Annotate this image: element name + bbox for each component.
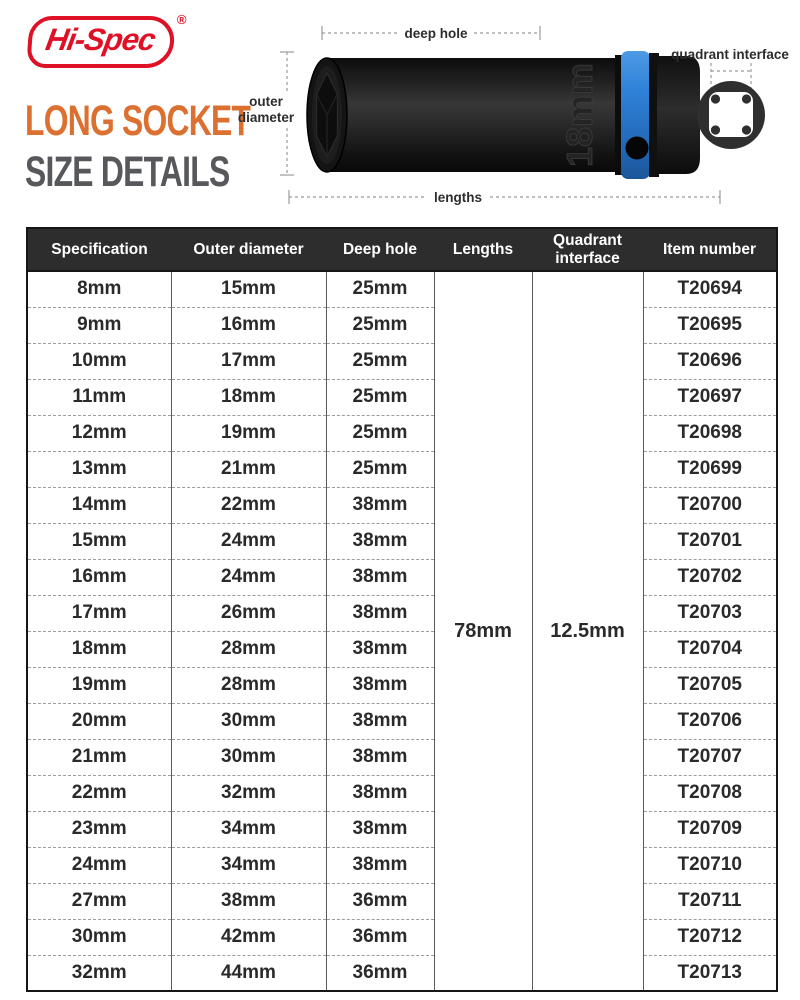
deep-hole-cell: 25mm — [326, 379, 434, 415]
registered-mark: ® — [176, 12, 187, 27]
spec-cell: 20mm — [27, 703, 171, 739]
deep-hole-cell: 25mm — [326, 343, 434, 379]
table-row — [27, 775, 777, 811]
item-number-cell: T20712 — [643, 919, 777, 955]
spec-cell: 15mm — [27, 523, 171, 559]
header-item-number: Item number — [643, 228, 777, 271]
outer-diameter-label-line1: outer — [249, 94, 283, 109]
item-number-cell: T20697 — [643, 379, 777, 415]
table-row — [27, 955, 777, 991]
outer-diameter-cell: 30mm — [171, 703, 326, 739]
table-header — [27, 228, 777, 271]
table-row — [27, 667, 777, 703]
spec-cell: 18mm — [27, 631, 171, 667]
deep-hole-cell: 38mm — [326, 739, 434, 775]
item-number-cell: T20694 — [643, 271, 777, 307]
outer-diameter-cell: 24mm — [171, 559, 326, 595]
deep-hole-cell: 25mm — [326, 415, 434, 451]
deep-hole-cell: 38mm — [326, 559, 434, 595]
table-row — [27, 487, 777, 523]
deep-hole-cell: 38mm — [326, 595, 434, 631]
lengths-merged-cell: 78mm — [434, 271, 532, 991]
item-number-cell: T20702 — [643, 559, 777, 595]
size-spec-table — [26, 227, 778, 992]
spec-cell: 32mm — [27, 955, 171, 991]
deep-hole-cell: 36mm — [326, 883, 434, 919]
outer-diameter-cell: 15mm — [171, 271, 326, 307]
outer-diameter-cell: 42mm — [171, 919, 326, 955]
outer-diameter-cell: 22mm — [171, 487, 326, 523]
header-specification: Specification — [27, 228, 171, 271]
item-number-cell: T20700 — [643, 487, 777, 523]
spec-cell: 30mm — [27, 919, 171, 955]
deep-hole-cell: 38mm — [326, 667, 434, 703]
table-row — [27, 451, 777, 487]
table-row — [27, 595, 777, 631]
title-line-2: SIZE DETAILS — [25, 147, 230, 196]
deep-hole-cell: 38mm — [326, 631, 434, 667]
outer-diameter-cell: 16mm — [171, 307, 326, 343]
quadrant-end-view — [697, 81, 765, 149]
quadrant-interface-label: quadrant interface — [671, 47, 789, 62]
deep-hole-cell: 38mm — [326, 775, 434, 811]
outer-diameter-cell: 32mm — [171, 775, 326, 811]
deep-hole-label: deep hole — [404, 26, 468, 41]
table-row — [27, 559, 777, 595]
header-lengths: Lengths — [434, 228, 532, 271]
item-number-cell: T20710 — [643, 847, 777, 883]
spec-cell: 13mm — [27, 451, 171, 487]
item-number-cell: T20709 — [643, 811, 777, 847]
deep-hole-cell: 38mm — [326, 487, 434, 523]
deep-hole-cell: 38mm — [326, 811, 434, 847]
outer-diameter-cell: 24mm — [171, 523, 326, 559]
item-number-cell: T20706 — [643, 703, 777, 739]
outer-diameter-cell: 21mm — [171, 451, 326, 487]
lengths-label: lengths — [433, 190, 483, 205]
item-number-cell: T20704 — [643, 631, 777, 667]
table-row — [27, 379, 777, 415]
outer-diameter-cell: 30mm — [171, 739, 326, 775]
deep-hole-cell: 25mm — [326, 307, 434, 343]
spec-cell: 23mm — [27, 811, 171, 847]
item-number-cell: T20701 — [643, 523, 777, 559]
title-line-1: LONG SOCKET — [25, 97, 251, 145]
table-row — [27, 307, 777, 343]
quadrant-interface-merged-cell: 12.5mm — [532, 271, 643, 991]
deep-hole-cell: 25mm — [326, 451, 434, 487]
deep-hole-cell: 38mm — [326, 847, 434, 883]
item-number-cell: T20703 — [643, 595, 777, 631]
hispec-logo — [28, 12, 187, 68]
pin-hole — [626, 137, 649, 160]
outer-diameter-cell: 38mm — [171, 883, 326, 919]
outer-diameter-cell: 28mm — [171, 631, 326, 667]
outer-diameter-cell: 44mm — [171, 955, 326, 991]
spec-cell: 24mm — [27, 847, 171, 883]
item-number-cell: T20711 — [643, 883, 777, 919]
outer-diameter-cell: 34mm — [171, 811, 326, 847]
table-row — [27, 739, 777, 775]
socket-illustration — [307, 51, 700, 179]
table-row — [27, 523, 777, 559]
spec-cell: 22mm — [27, 775, 171, 811]
spec-cell: 27mm — [27, 883, 171, 919]
deep-hole-cell: 36mm — [326, 919, 434, 955]
outer-diameter-cell: 28mm — [171, 667, 326, 703]
spec-cell: 14mm — [27, 487, 171, 523]
deep-hole-cell: 25mm — [326, 271, 434, 307]
outer-diameter-label-line2: diameter — [237, 110, 295, 125]
item-number-cell: T20698 — [643, 415, 777, 451]
spec-cell: 8mm — [77, 278, 122, 300]
outer-diameter-cell: 26mm — [171, 595, 326, 631]
outer-diameter-cell: 34mm — [171, 847, 326, 883]
spec-cell: 10mm — [27, 343, 171, 379]
logo-pill — [26, 16, 176, 68]
item-number-cell: T20696 — [643, 343, 777, 379]
table-row — [27, 703, 777, 739]
table-row — [27, 811, 777, 847]
spec-cell: 21mm — [27, 739, 171, 775]
spec-cell: 19mm — [27, 667, 171, 703]
item-number-cell: T20713 — [643, 955, 777, 991]
item-number-cell: T20699 — [643, 451, 777, 487]
spec-cell: 17mm — [27, 595, 171, 631]
table-row — [27, 847, 777, 883]
item-number-cell: T20705 — [643, 667, 777, 703]
outer-diameter-cell: 18mm — [171, 379, 326, 415]
outer-diameter-cell: 17mm — [171, 343, 326, 379]
deep-hole-cell: 38mm — [326, 523, 434, 559]
blue-band — [621, 51, 650, 179]
spec-cell: 12mm — [27, 415, 171, 451]
logo-text: Hi-Spec — [43, 22, 158, 57]
outer-diameter-cell: 19mm — [171, 415, 326, 451]
table-row — [27, 415, 777, 451]
table-row — [27, 919, 777, 955]
table-row — [27, 631, 777, 667]
socket-diagram — [230, 0, 800, 214]
item-number-cell: T20708 — [643, 775, 777, 811]
table-row — [27, 343, 777, 379]
spec-cell: 16mm — [27, 559, 171, 595]
item-number-cell: T20707 — [643, 739, 777, 775]
header-outer-diameter: Outer diameter — [171, 228, 326, 271]
table-row — [27, 271, 777, 307]
table-row — [27, 883, 777, 919]
spec-cell: 9mm — [27, 307, 171, 343]
header-quadrant-interface: Quadrant interface — [532, 228, 643, 271]
deep-hole-cell: 38mm — [326, 703, 434, 739]
socket-size-marking: 18mm — [559, 62, 600, 168]
spec-cell: 11mm — [27, 379, 171, 415]
item-number-cell: T20695 — [643, 307, 777, 343]
header-deep-hole: Deep hole — [326, 228, 434, 271]
deep-hole-cell: 36mm — [326, 955, 434, 991]
lengths-dimension — [289, 190, 720, 204]
